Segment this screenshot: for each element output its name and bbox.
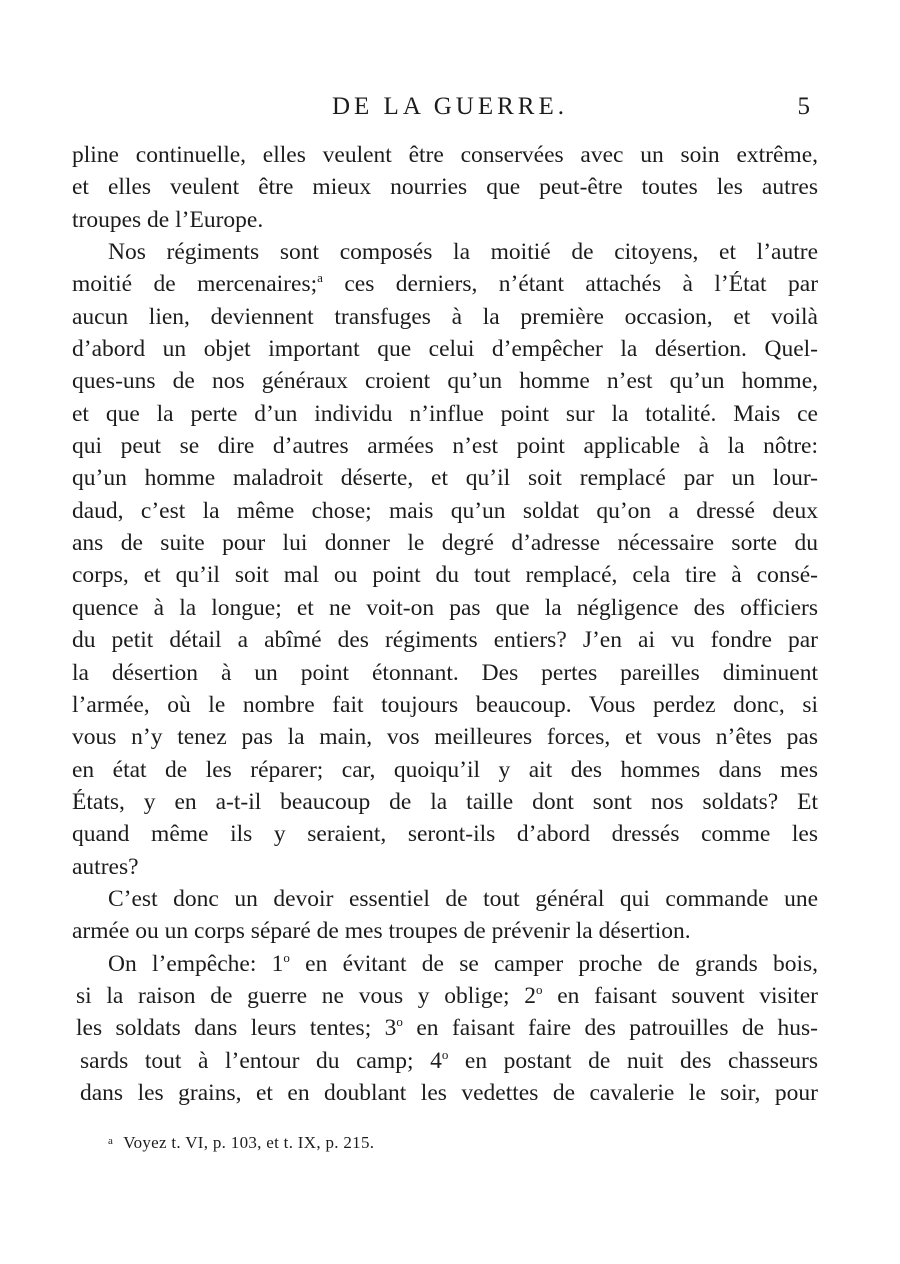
line-segment: ces derniers, n’étant attachés à l’État par bbox=[344, 271, 819, 298]
footnote bbox=[108, 1129, 374, 1155]
footnote-text: Voyez t. VI, p. 103, et t. IX, p. 215. bbox=[123, 1133, 375, 1152]
text-line-with-ordinal bbox=[72, 980, 818, 1012]
text-line: ques-uns de nos généraux croient qu’un homme n’est qu’un homme, bbox=[72, 368, 818, 395]
text-line: troupes de l’Europe. bbox=[72, 206, 264, 233]
text-line: qu’un homme maladroit déserte, et qu’il soit remplacé par un lour- bbox=[72, 465, 818, 492]
footnote-mark: a bbox=[108, 1135, 114, 1147]
line-segment: si la raison de guerre ne vous y oblige; 2 bbox=[76, 982, 536, 1009]
text-line: d’abord un objet important que celui d’empêcher la désertion. Quel- bbox=[72, 336, 818, 363]
text-line: Nos régiments sont composés la moitié de citoyens, et l’autre bbox=[108, 239, 818, 266]
text-line: et que la perte d’un individu n’influe point sur la totalité. Mais ce bbox=[72, 400, 818, 427]
text-line: corps, et qu’il soit mal ou point du tout remplacé, cela tire à consé- bbox=[72, 562, 818, 589]
text-line: aucun lien, deviennent transfuges à la première occasion, et voilà bbox=[72, 303, 818, 330]
running-head bbox=[0, 90, 900, 124]
text-line: pline continuelle, elles veulent être conservées avec un soin extrême, bbox=[72, 142, 818, 168]
line-segment: en postant de nuit des chasseurs bbox=[464, 1047, 819, 1074]
footnote-reference: a bbox=[317, 270, 323, 286]
text-line: États, y en a-t-il beaucoup de la taille dont sont nos soldats? Et bbox=[72, 788, 818, 815]
text-line-with-note bbox=[72, 268, 818, 300]
ordinal-mark: o bbox=[283, 949, 290, 965]
ordinal-mark: o bbox=[535, 981, 543, 997]
ordinal-mark: o bbox=[396, 1014, 403, 1030]
line-segment: On l’empêche: 1 bbox=[108, 950, 284, 977]
line-segment: moitié de mercenaires; bbox=[72, 271, 318, 298]
text-line: quence à la longue; et ne voit-on pas que la négligence des officiers bbox=[72, 594, 818, 621]
text-line: la désertion à un point étonnant. Des pertes pareilles diminuent bbox=[72, 659, 818, 686]
text-line: qui peut se dire d’autres armées n’est point applicable à la nôtre: bbox=[72, 433, 818, 460]
text-line-with-ordinal bbox=[72, 948, 818, 980]
body-text bbox=[72, 139, 818, 1109]
line-segment: les soldats dans leurs tentes; 3 bbox=[76, 1015, 397, 1042]
text-line: en état de les réparer; car, quoiqu’il y ait des hommes dans mes bbox=[72, 756, 818, 783]
running-title: DE LA GUERRE. bbox=[331, 93, 569, 120]
text-line: C’est donc un devoir essentiel de tout général qui commande une bbox=[108, 885, 818, 912]
text-line: armée ou un corps séparé de mes troupes de prévenir la désertion. bbox=[72, 918, 691, 945]
text-line: du petit détail a abîmé des régiments entiers? J’en ai vu fondre par bbox=[72, 627, 818, 654]
text-line-with-ordinal bbox=[72, 1045, 818, 1077]
text-line: quand même ils y seraient, seront-ils d’abord dressés comme les bbox=[72, 821, 818, 848]
line-segment: en faisant faire des patrouilles de hus- bbox=[416, 1015, 819, 1042]
text-line: et elles veulent être mieux nourries que peut-être toutes les autres bbox=[72, 174, 818, 201]
text-line: daud, c’est la même chose; mais qu’un soldat qu’on a dressé deux bbox=[72, 497, 818, 524]
text-line: vous n’y tenez pas la main, vos meilleures forces, et vous n’êtes pas bbox=[72, 724, 818, 751]
text-line: l’armée, où le nombre fait toujours beaucoup. Vous perdez donc, si bbox=[72, 691, 818, 718]
ordinal-mark: o bbox=[441, 1046, 449, 1062]
page-number: 5 bbox=[797, 93, 810, 120]
text-line: ans de suite pour lui donner le degré d’adresse nécessaire sorte du bbox=[72, 530, 818, 557]
line-segment: en évitant de se camper proche de grands bois, bbox=[305, 950, 819, 977]
text-line-with-ordinal bbox=[72, 1012, 818, 1044]
text-line: autres? bbox=[72, 853, 139, 880]
text-line: dans les grains, et en doublant les vedettes de cavalerie le soir, pour bbox=[80, 1079, 818, 1106]
line-segment: sards tout à l’entour du camp; 4 bbox=[80, 1047, 442, 1074]
line-segment: en faisant souvent visiter bbox=[557, 982, 818, 1009]
